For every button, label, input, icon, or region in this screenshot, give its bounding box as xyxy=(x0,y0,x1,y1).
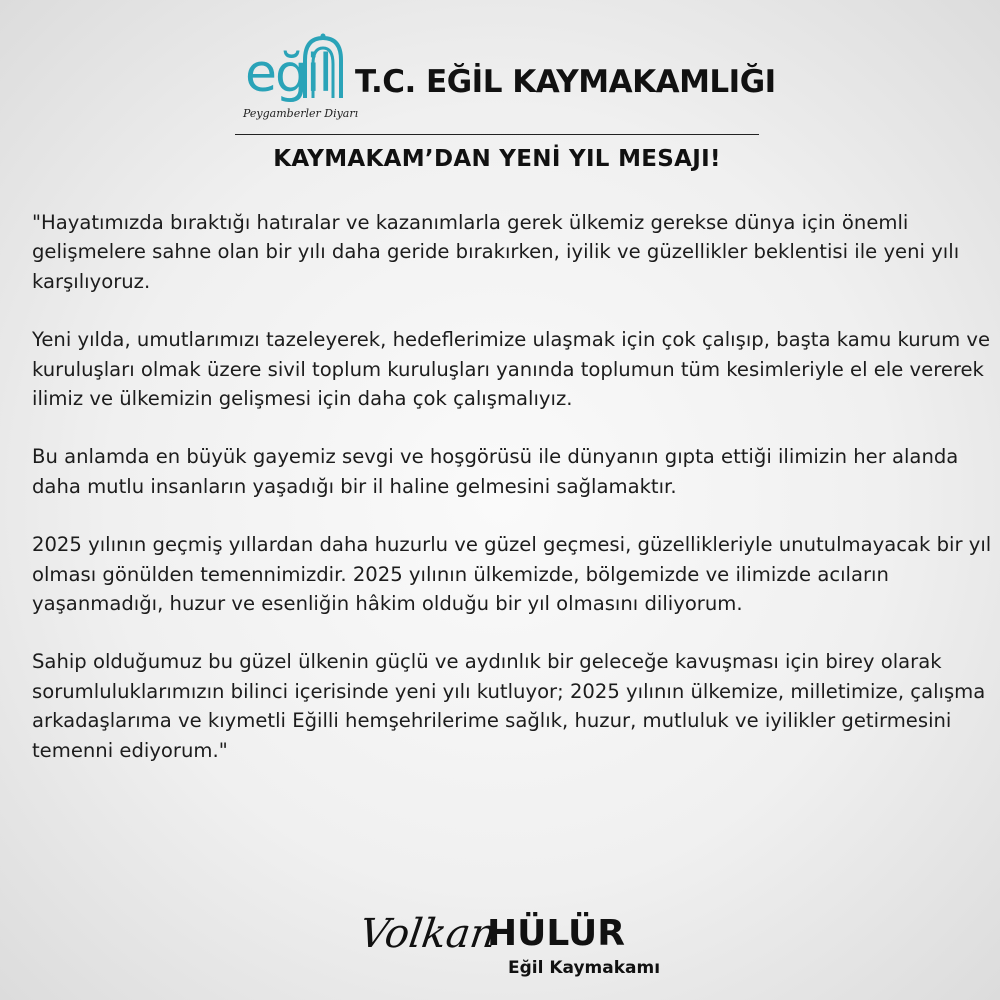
paragraph-4: 2025 yılının geçmiş yıllardan daha huzurlu ve güzel geçmesi, güzellikleriyle unutulmayacak bir yıl olması gönülden temennimizdir. 2025 yılının ülkemizde, bölgemizde ve ilimizde acıların yaşanmadığı, huzur ve esenliğin hâkim olduğu bir yıl olmasını diliyorum. xyxy=(32,533,992,616)
organization-title: T.C. EĞİL KAYMAKAMLIĞI xyxy=(355,64,776,100)
title-divider xyxy=(235,134,759,135)
signature-last-name: HÜLÜR xyxy=(487,913,625,954)
paragraph-2: Yeni yılda, umutlarımızı tazeleyerek, hedeflerimize ulaşmak için çok çalışıp, başta kamu kurum ve kuruluşları olmak üzere sivil toplum kuruluşları yanında toplumun tüm kesimleriyle el ele vererek ilimiz ve ülkemizin gelişmesi için daha çok çalışmalıyız. xyxy=(32,328,991,411)
egil-logo xyxy=(243,30,359,125)
header xyxy=(243,30,776,125)
signature-block xyxy=(356,905,661,985)
logo-tagline: Peygamberler Diyarı xyxy=(243,107,359,120)
message-body xyxy=(32,208,992,794)
document-title: KAYMAKAM’DAN YENİ YIL MESAJI! xyxy=(273,146,721,172)
paragraph-3: Bu anlamda en büyük gayemiz sevgi ve hoşgörüsü ile dünyanın gıpta ettiği ilimizin her alanda daha mutlu insanların yaşadığı bir il haline gelmesini sağlamaktır. xyxy=(32,445,959,498)
signature-role: Eğil Kaymakamı xyxy=(508,958,661,978)
signature-first-name: Volkan xyxy=(356,911,500,957)
paragraph-5: Sahip olduğumuz bu güzel ülkenin güçlü ve aydınlık bir geleceğe kavuşması için birey olarak sorumluluklarımızın bilinci içerisinde yeni yılı kutluyor; 2025 yılının ülkemize, milletimize, çalışma arkadaşlarıma ve kıymetli Eğilli hemşehrilerime sağlık, huzur, mutluluk ve iyilikler getirmesini temenni ediyorum." xyxy=(32,650,986,762)
paragraph-1: "Hayatımızda bıraktığı hatıralar ve kazanımlarla gerek ülkemiz gerekse dünya için önemli gelişmelere sahne olan bir yılı daha geride bırakırken, iyilik ve güzellikler beklentisi ile yeni yılı karşılıyoruz. xyxy=(32,211,960,293)
logo-wordmark: eğil xyxy=(245,44,331,104)
